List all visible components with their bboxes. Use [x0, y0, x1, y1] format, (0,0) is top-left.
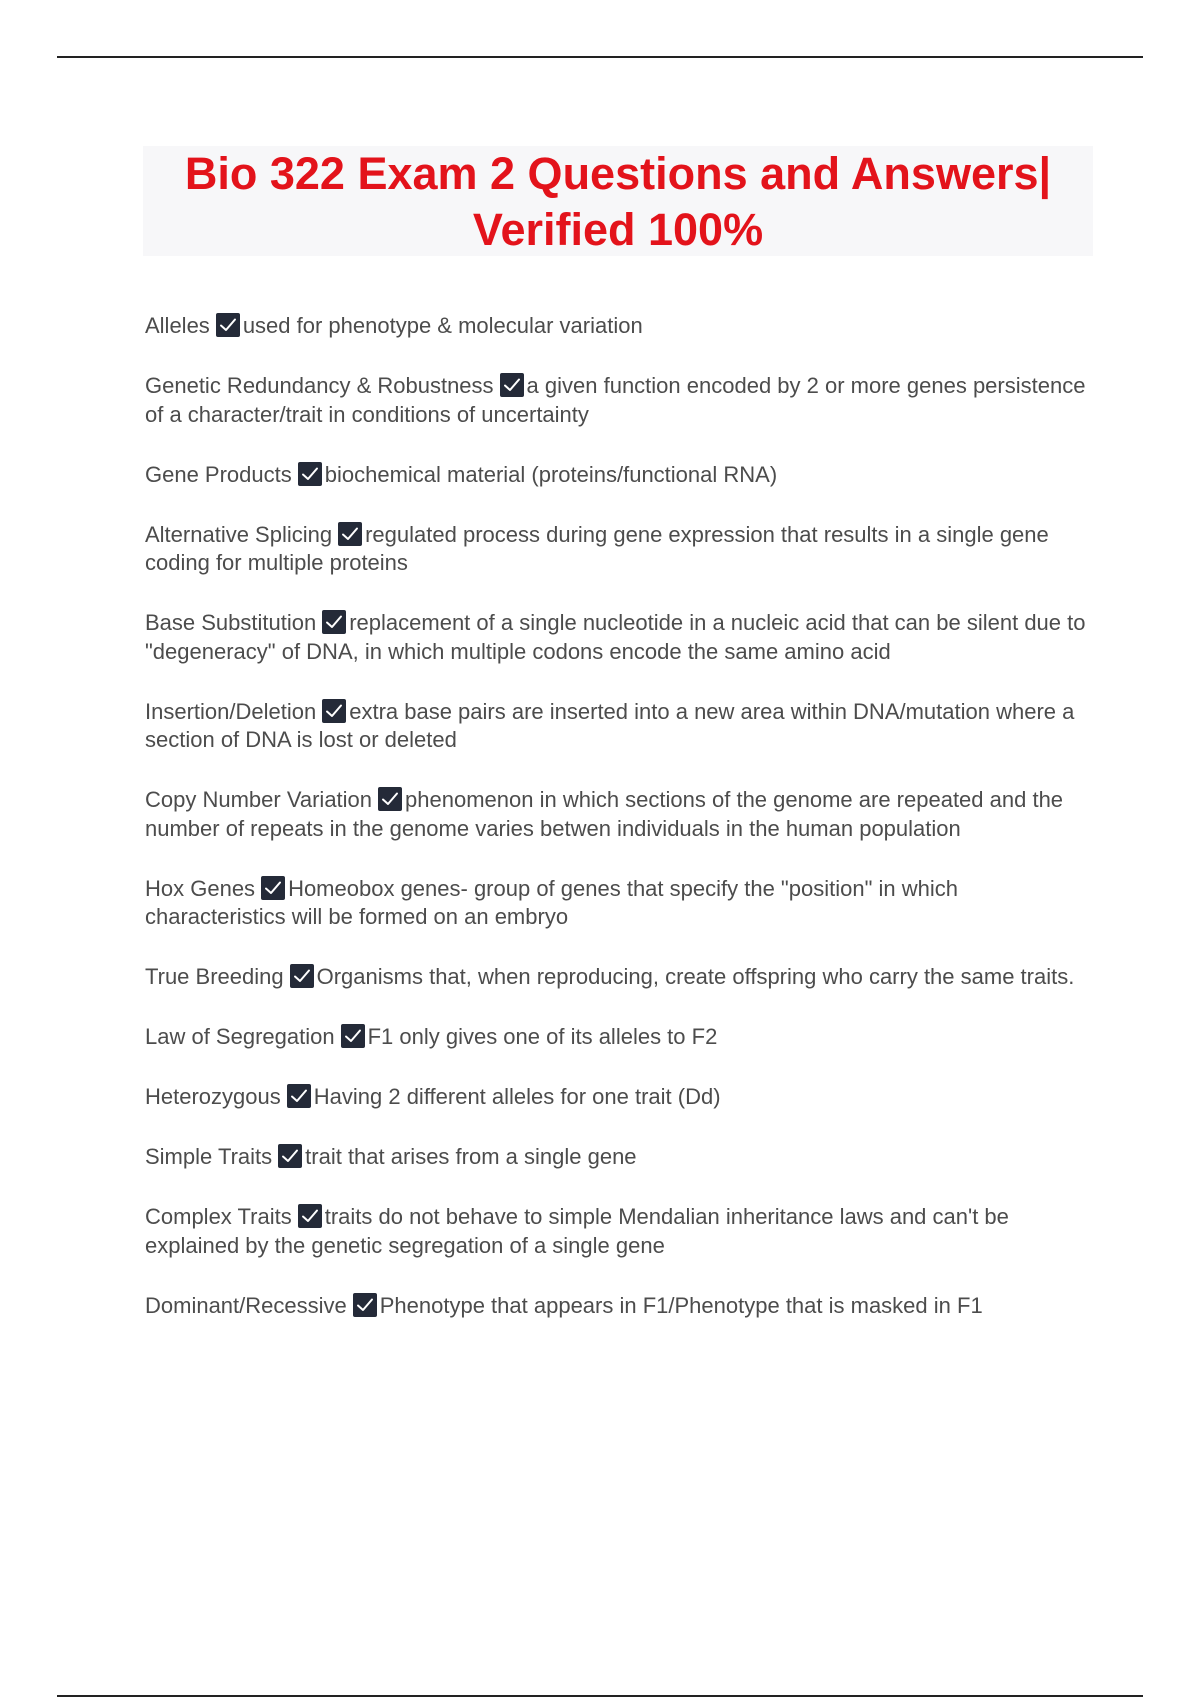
check-box-icon — [298, 462, 322, 486]
card-term: Base Substitution — [145, 610, 317, 635]
title-banner — [143, 146, 1093, 256]
card-term: Genetic Redundancy & Robustness — [145, 373, 494, 398]
card-definition: used for phenotype & molecular variation — [242, 313, 643, 338]
flashcard-item — [145, 698, 1090, 755]
check-box-icon — [216, 313, 240, 337]
card-term: Gene Products — [145, 461, 292, 487]
document-title-line-1: Bio 322 Exam 2 Questions and Answers| — [184, 148, 1052, 199]
card-term: Heterozygous — [145, 1084, 281, 1109]
card-term: Hox Genes — [145, 875, 256, 901]
card-term: Alternative Splicing — [145, 521, 333, 547]
flashcard-item — [145, 372, 1090, 429]
check-box-icon — [322, 610, 346, 634]
flashcard-item — [145, 312, 1090, 341]
card-definition: traits do not behave to simple Mendalian inheritance laws and can't be explained by the genetic segregation of a single gene — [145, 1204, 1009, 1258]
card-definition: F1 only gives one of its alleles to F2 — [367, 1024, 718, 1049]
bottom-rule — [57, 1695, 1143, 1697]
card-definition: Homeobox genes- group of genes that specify the "position" in which characteristics will be formed on an embryo — [145, 875, 958, 929]
card-term: Law of Segregation — [145, 1024, 335, 1049]
document-title-line-2: Verified 100% — [472, 204, 764, 255]
card-definition: phenomenon in which sections of the genome are repeated and the number of repeats in the genome varies betwen individuals in the human population — [145, 787, 1064, 841]
top-rule — [57, 56, 1143, 58]
card-term: Simple Traits — [145, 1144, 273, 1169]
check-box-icon — [298, 1204, 322, 1228]
card-definition: Phenotype that appears in F1/Phenotype that is masked in F1 — [379, 1292, 983, 1318]
card-definition: Organisms that, when reproducing, create offspring who carry the same traits. — [316, 964, 1075, 989]
flashcard-item — [145, 875, 1090, 932]
check-box-icon — [378, 787, 402, 811]
card-definition: trait that arises from a single gene — [305, 1144, 637, 1169]
card-term: Copy Number Variation — [145, 787, 373, 812]
flashcard-list — [145, 312, 1090, 1352]
flashcard-item — [145, 1203, 1090, 1260]
check-box-icon — [341, 1024, 365, 1048]
flashcard-item — [145, 963, 1090, 992]
card-definition: Having 2 different alleles for one trait (Dd) — [313, 1084, 721, 1109]
check-box-icon — [353, 1293, 377, 1317]
card-definition: replacement of a single nucleotide in a nucleic acid that can be silent due to "degeneracy" of DNA, in which multiple codons encode the same amino acid — [145, 610, 1086, 664]
flashcard-item — [145, 1292, 1090, 1321]
flashcard-item — [145, 1143, 1090, 1172]
flashcard-item — [145, 521, 1090, 578]
card-definition: regulated process during gene expression that results in a single gene coding for multiple proteins — [145, 521, 1049, 575]
check-box-icon — [290, 964, 314, 988]
check-box-icon — [500, 373, 524, 397]
card-term: Alleles — [145, 313, 210, 338]
card-definition: biochemical material (proteins/functional RNA) — [324, 461, 778, 487]
card-definition: a given function encoded by 2 or more genes persistence of a character/trait in conditions of uncertainty — [145, 373, 1086, 427]
flashcard-item — [145, 609, 1090, 666]
check-box-icon — [322, 699, 346, 723]
card-definition: extra base pairs are inserted into a new area within DNA/mutation where a section of DNA is lost or deleted — [145, 698, 1075, 752]
flashcard-item — [145, 786, 1090, 843]
check-box-icon — [338, 522, 362, 546]
check-box-icon — [278, 1144, 302, 1168]
card-term: Insertion/Deletion — [145, 698, 317, 724]
card-term: True Breeding — [145, 964, 284, 989]
card-term: Complex Traits — [145, 1204, 292, 1229]
flashcard-item — [145, 1023, 1090, 1052]
check-box-icon — [287, 1084, 311, 1108]
check-box-icon — [261, 876, 285, 900]
flashcard-item — [145, 461, 1090, 490]
card-term: Dominant/Recessive — [145, 1292, 347, 1318]
flashcard-item — [145, 1083, 1090, 1112]
